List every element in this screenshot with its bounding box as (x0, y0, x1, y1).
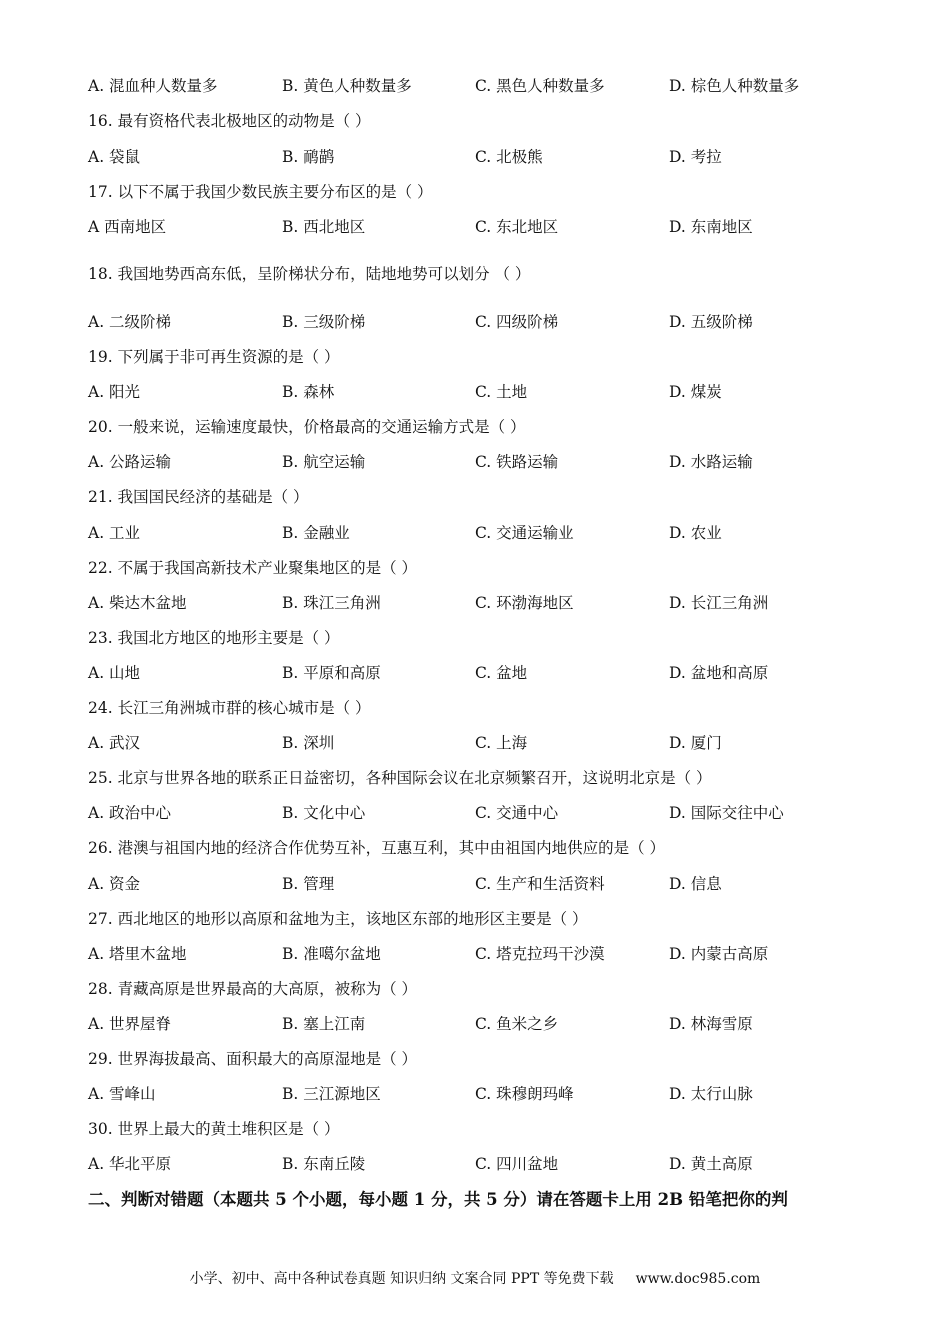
q24-stem: 24. 长江三角洲城市群的核心城市是（ ） (88, 699, 371, 717)
q16-option-c: C. 北极熊 (475, 148, 543, 166)
q16-options (88, 146, 888, 168)
q20-stem: 20. 一般来说，运输速度最快，价格最高的交通运输方式是（ ） (88, 418, 526, 436)
q16-option-b: B. 鸸鹋 (282, 148, 335, 166)
q26-stem: 26. 港澳与祖国内地的经济合作优势互补，互惠互利，其中由祖国内地供应的是（ ） (88, 839, 666, 857)
q18-options (88, 311, 888, 333)
q29-option-c: C. 珠穆朗玛峰 (475, 1085, 574, 1103)
q19-stem: 19. 下列属于非可再生资源的是（ ） (88, 348, 340, 366)
q18-stem: 18. 我国地势西高东低，呈阶梯状分布，陆地地势可以划分 （ ） (88, 265, 531, 283)
q20-option-a: A. 公路运输 (88, 453, 172, 471)
q27-option-b: B. 准噶尔盆地 (282, 945, 381, 963)
q29-option-b: B. 三江源地区 (282, 1085, 381, 1103)
q23-stem: 23. 我国北方地区的地形主要是（ ） (88, 629, 340, 647)
q23-option-b: B. 平原和高原 (282, 664, 381, 682)
q17-options (88, 216, 888, 238)
q23-option-c: C. 盆地 (475, 664, 528, 682)
q30-option-d: D. 黄土高原 (669, 1155, 753, 1173)
q17-option-c: C. 东北地区 (475, 218, 559, 236)
q20-option-b: B. 航空运输 (282, 453, 366, 471)
q25-option-a: A. 政治中心 (88, 804, 172, 822)
q23-options (88, 662, 888, 684)
q19-option-c: C. 土地 (475, 383, 528, 401)
q28-option-c: C. 鱼米之乡 (475, 1015, 559, 1033)
q15-options (88, 75, 888, 97)
footer-text: 小学、初中、高中各种试卷真题 知识归纳 文案合同 PPT 等免费下载 (189, 1271, 614, 1287)
q25-option-c: C. 交通中心 (475, 804, 559, 822)
q22-option-c: C. 环渤海地区 (475, 594, 574, 612)
q22-option-a: A. 柴达木盆地 (88, 594, 187, 612)
q26-option-b: B. 管理 (282, 875, 335, 893)
q27-option-c: C. 塔克拉玛干沙漠 (475, 945, 605, 963)
q19-options (88, 381, 888, 403)
q26-option-a: A. 资金 (88, 875, 141, 893)
q23-option-a: A. 山地 (88, 664, 141, 682)
q22-option-b: B. 珠江三角洲 (282, 594, 381, 612)
q16-stem: 16. 最有资格代表北极地区的动物是（ ） (88, 112, 371, 130)
q25-option-d: D. 国际交往中心 (669, 804, 784, 822)
q21-option-b: B. 金融业 (282, 524, 350, 542)
q18-option-b: B. 三级阶梯 (282, 313, 366, 331)
q21-option-c: C. 交通运输业 (475, 524, 574, 542)
q25-stem: 25. 北京与世界各地的联系正日益密切，各种国际会议在北京频繁召开，这说明北京是（ ） (88, 769, 712, 787)
q20-option-c: C. 铁路运输 (475, 453, 559, 471)
q24-option-a: A. 武汉 (88, 734, 141, 752)
q24-option-b: B. 深圳 (282, 734, 335, 752)
q19-option-b: B. 森林 (282, 383, 335, 401)
q29-option-a: A. 雪峰山 (88, 1085, 156, 1103)
q30-stem: 30. 世界上最大的黄土堆积区是（ ） (88, 1120, 340, 1138)
q17-option-a: A 西南地区 (88, 218, 167, 236)
q28-option-d: D. 林海雪原 (669, 1015, 753, 1033)
q20-option-d: D. 水路运输 (669, 453, 753, 471)
q21-option-d: D. 农业 (669, 524, 722, 542)
q27-option-a: A. 塔里木盆地 (88, 945, 187, 963)
q24-option-d: D. 厦门 (669, 734, 722, 752)
q27-options (88, 943, 888, 965)
q26-option-c: C. 生产和生活资料 (475, 875, 605, 893)
q15-option-a: A. 混血种人数量多 (88, 77, 218, 95)
q18-option-a: A. 二级阶梯 (88, 313, 172, 331)
q17-stem: 17. 以下不属于我国少数民族主要分布区的是（ ） (88, 183, 433, 201)
q17-option-b: B. 西北地区 (282, 218, 366, 236)
q30-option-a: A. 华北平原 (88, 1155, 172, 1173)
q15-option-b: B. 黄色人种数量多 (282, 77, 412, 95)
q28-option-b: B. 塞上江南 (282, 1015, 366, 1033)
q18-option-c: C. 四级阶梯 (475, 313, 559, 331)
q24-option-c: C. 上海 (475, 734, 528, 752)
q28-options (88, 1013, 888, 1035)
q28-option-a: A. 世界屋脊 (88, 1015, 172, 1033)
q16-option-a: A. 袋鼠 (88, 148, 141, 166)
q28-stem: 28. 青藏高原是世界最高的大高原，被称为（ ） (88, 980, 418, 998)
q19-option-a: A. 阳光 (88, 383, 141, 401)
q27-stem: 27. 西北地区的地形以高原和盆地为主，该地区东部的地形区主要是（ ） (88, 910, 588, 928)
q20-options (88, 451, 888, 473)
q29-stem: 29. 世界海拔最高、面积最大的高原湿地是（ ） (88, 1050, 418, 1068)
q21-option-a: A. 工业 (88, 524, 141, 542)
q17-option-d: D. 东南地区 (669, 218, 753, 236)
q26-option-d: D. 信息 (669, 875, 722, 893)
q24-options (88, 732, 888, 754)
q21-stem: 21. 我国国民经济的基础是（ ） (88, 488, 309, 506)
q29-options (88, 1083, 888, 1105)
q30-option-c: C. 四川盆地 (475, 1155, 559, 1173)
q16-option-d: D. 考拉 (669, 148, 722, 166)
q15-option-d: D. 棕色人种数量多 (669, 77, 800, 95)
q30-options (88, 1153, 888, 1175)
q26-options (88, 873, 888, 895)
q21-options (88, 522, 888, 544)
q30-option-b: B. 东南丘陵 (282, 1155, 366, 1173)
q27-option-d: D. 内蒙古高原 (669, 945, 769, 963)
q25-option-b: B. 文化中心 (282, 804, 366, 822)
section-2-heading: 二、判断对错题（本题共 5 个小题，每小题 1 分，共 5 分）请在答题卡上用 2B 铅笔把你的判 (88, 1190, 788, 1209)
q18-option-d: D. 五级阶梯 (669, 313, 753, 331)
q22-stem: 22. 不属于我国高新技术产业聚集地区的是（ ） (88, 559, 418, 577)
q23-option-d: D. 盆地和高原 (669, 664, 769, 682)
q29-option-d: D. 太行山脉 (669, 1085, 753, 1103)
q22-option-d: D. 长江三角洲 (669, 594, 769, 612)
page-footer (0, 1268, 950, 1290)
footer-site-link[interactable]: www.doc985.com (635, 1271, 761, 1287)
q22-options (88, 592, 888, 614)
q19-option-d: D. 煤炭 (669, 383, 722, 401)
q25-options (88, 802, 888, 824)
q15-option-c: C. 黑色人种数量多 (475, 77, 605, 95)
